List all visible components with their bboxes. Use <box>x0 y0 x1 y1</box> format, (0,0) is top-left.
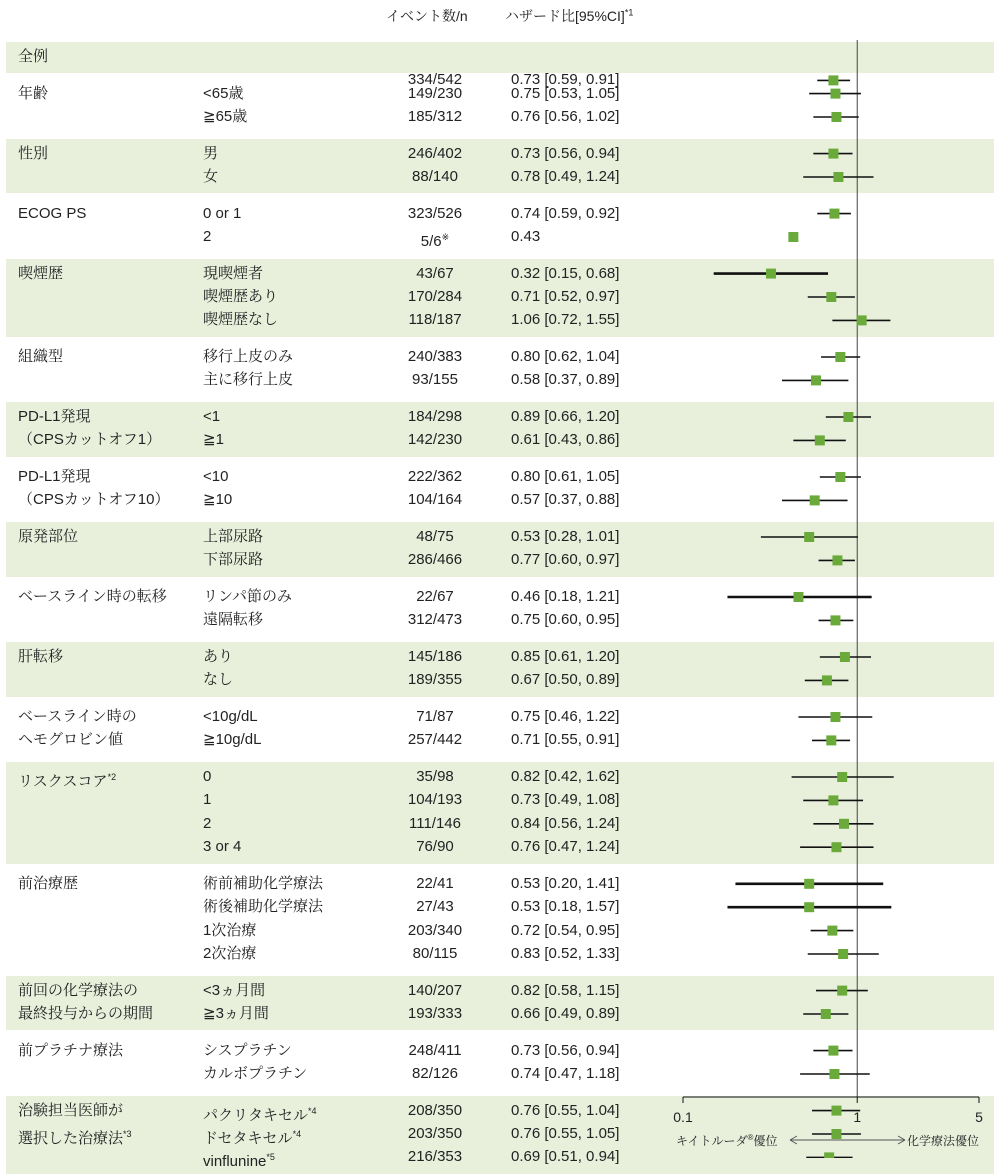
hr-marker <box>766 269 776 279</box>
group-label-text: （CPSカットオフ1） <box>18 431 162 449</box>
event-count-text: 185/312 <box>407 108 463 125</box>
hazard-ratio-value: 0.67 [0.50, 0.89] <box>511 671 620 689</box>
hazard-ratio-value: 0.75 [0.60, 0.95] <box>511 611 620 629</box>
event-count-text: 111/146 <box>409 814 461 832</box>
subgroup-label-text: 1 <box>203 791 212 809</box>
hr-marker <box>837 986 847 996</box>
hazard-ratio-value: 0.73 [0.56, 0.94] <box>511 1041 620 1059</box>
hr-marker <box>827 926 837 936</box>
hazard-ratio-value: 0.53 [0.18, 1.57] <box>511 898 620 916</box>
group-label-text: 前治療歴 <box>18 874 79 892</box>
event-count-text: 323/526 <box>407 204 463 222</box>
subgroup-label-note: *4 <box>308 1105 317 1116</box>
hazard-ratio-value: 0.80 [0.61, 1.05] <box>511 468 620 485</box>
hazard-ratio-value: 0.58 [0.37, 0.89] <box>511 371 620 389</box>
subgroup-label-text: 3 or 4 <box>203 838 242 856</box>
subgroup-label-text: 遠隔転移 <box>203 611 264 629</box>
hazard-ratio-value: 0.71 [0.55, 0.91] <box>511 731 620 749</box>
hazard-ratio-value: 0.71 [0.52, 0.97] <box>511 288 620 305</box>
hr-marker <box>837 772 847 782</box>
hr-marker <box>831 1129 841 1139</box>
hr-marker <box>822 675 832 685</box>
subgroup-label-text: 主に移行上皮 <box>203 371 294 389</box>
event-count-text: 184/298 <box>407 408 463 425</box>
group-label-text: 選択した治療法 <box>18 1130 124 1147</box>
hazard-ratio-value: 0.74 [0.59, 0.92] <box>511 204 620 222</box>
group-label-text: 喫煙歴 <box>18 264 64 282</box>
hr-marker <box>826 735 836 745</box>
events-header: イベント数/n <box>386 8 468 24</box>
event-count-text: 22/67 <box>416 588 454 605</box>
event-count-text: 145/186 <box>407 648 463 665</box>
hazard-ratio-value: 0.76 [0.47, 1.24] <box>511 838 620 856</box>
hazard-ratio-value: 0.73 [0.59, 0.91] <box>511 71 620 89</box>
event-count-text: 149/230 <box>407 84 463 102</box>
hazard-ratio-value: 0.74 [0.47, 1.18] <box>511 1065 620 1082</box>
event-count-text: 76/90 <box>416 838 454 856</box>
subgroup-label-text: 2次治療 <box>203 945 257 962</box>
event-count-text: 240/383 <box>407 348 463 365</box>
event-count-text: 208/350 <box>407 1101 463 1119</box>
hazard-ratio-header: ハザード比$[95\%CI]^{*1}$ <box>505 7 634 24</box>
subgroup-label-text: パクリタキセル <box>203 1106 309 1124</box>
subgroup-label-text: 上部尿路 <box>203 528 264 545</box>
hr-marker <box>857 315 867 325</box>
favors-chemo-label: 化学療法優位 <box>907 1134 980 1148</box>
event-count-text: 222/362 <box>407 468 463 485</box>
hr-marker <box>835 472 845 482</box>
subgroup-label-text: 現喫煙者 <box>203 264 264 282</box>
subgroup-label-text: ≧10 <box>203 491 233 509</box>
hr-marker <box>811 375 821 385</box>
subgroup-label-text: 喫煙歴あり <box>203 288 279 305</box>
group-label-text: 年齢 <box>18 84 49 102</box>
hr-marker <box>828 1046 838 1056</box>
x-tick-label: 1 <box>853 1109 862 1125</box>
group-label-text: PD-L1発現 <box>18 468 91 485</box>
hazard-ratio-value: 0.82 [0.58, 1.15] <box>511 981 620 999</box>
event-count-text: 27/43 <box>416 898 454 916</box>
subgroup-label-text: 女 <box>203 168 219 185</box>
x-tick-label: 5 <box>975 1109 983 1125</box>
hazard-ratio-value: 0.72 [0.54, 0.95] <box>511 921 620 939</box>
event-count-text: 5/6 <box>420 233 442 250</box>
hazard-ratio-value: 0.84 [0.56, 1.24] <box>511 814 620 832</box>
hazard-ratio-value: 0.73 [0.56, 0.94] <box>511 144 620 162</box>
event-count-text: 203/350 <box>407 1125 463 1142</box>
event-count-text: 82/126 <box>412 1065 458 1082</box>
subgroup-label-text: なし <box>203 671 234 689</box>
hazard-ratio-value: 0.89 [0.66, 1.20] <box>511 408 620 425</box>
group-label-text: 性別 <box>18 144 49 162</box>
subgroup-label-text: ドセタキセル <box>203 1130 293 1147</box>
hazard-ratio-value: 0.53 [0.28, 1.01] <box>511 528 620 545</box>
hr-marker <box>832 555 842 565</box>
hr-marker <box>815 435 825 445</box>
group-label-text: ECOG PS <box>18 204 87 222</box>
event-count-text: 248/411 <box>408 1041 462 1059</box>
hr-marker <box>829 1069 839 1079</box>
hazard-ratio-value: 0.76 [0.55, 1.04] <box>511 1101 620 1119</box>
subgroup-label-text: ≧3ヵ月間 <box>203 1005 269 1022</box>
event-count-note: ※ <box>441 232 450 242</box>
group-label-text: リスクスコア <box>18 773 108 790</box>
hazard-ratio-value: 0.76 [0.55, 1.05] <box>511 1125 620 1142</box>
hr-marker <box>835 352 845 362</box>
hazard-ratio-value: 0.80 [0.62, 1.04] <box>511 348 620 365</box>
hazard-ratio-value: 0.73 [0.49, 1.08] <box>511 791 620 809</box>
subgroup-label-note: *5 <box>266 1152 275 1163</box>
subgroup-label-text: カルボプラチン <box>203 1065 308 1082</box>
subgroup-label-text: リンパ節のみ <box>203 588 292 605</box>
subgroup-label-text: ≧65歳 <box>203 108 248 125</box>
group-label-text: ヘモグロビン値 <box>18 731 124 749</box>
hr-marker <box>838 949 848 959</box>
hazard-ratio-value: 0.66 [0.49, 0.89] <box>511 1005 620 1022</box>
hr-marker <box>830 615 840 625</box>
hazard-ratio-value: 0.75 [0.46, 1.22] <box>511 708 620 725</box>
hazard-ratio-value: 0.82 [0.42, 1.62] <box>511 768 620 785</box>
subgroup-label-text: <3ヵ月間 <box>203 981 266 999</box>
subgroup-label-text: シスプラチン <box>203 1041 292 1059</box>
subgroup-label-text: 0 or 1 <box>203 204 242 222</box>
event-count-text: 312/473 <box>407 611 463 629</box>
hazard-ratio-value: 0.53 [0.20, 1.41] <box>511 874 620 892</box>
group-label-text: ベースライン時の <box>18 708 137 725</box>
group-label-text: ベースライン時の転移 <box>18 588 167 605</box>
group-label-text: 前プラチナ療法 <box>18 1041 124 1059</box>
hr-marker <box>804 879 814 889</box>
subgroup-label-text: 0 <box>203 768 212 785</box>
subgroup-label-text: 2 <box>203 228 212 245</box>
favors-keytruda-label: キイトルーダ®優位 <box>676 1133 778 1148</box>
event-count-text: 104/164 <box>407 491 463 509</box>
group-label-text: 全例 <box>18 48 49 65</box>
hr-marker <box>804 532 814 542</box>
event-count-text: 104/193 <box>407 791 463 809</box>
subgroup-label-text: ≧1 <box>203 431 224 449</box>
group-label-text: 原発部位 <box>18 528 79 545</box>
hr-marker <box>828 75 838 85</box>
group-label-text: 治験担当医師が <box>18 1101 124 1119</box>
group-label-text: PD-L1発現 <box>18 408 91 425</box>
subgroup-label-text: 2 <box>203 814 212 832</box>
x-tick-label: 0.1 <box>673 1109 693 1125</box>
event-count-text: 189/355 <box>407 671 463 689</box>
event-count-text: 48/75 <box>416 528 454 545</box>
subgroup-label-text: 1次治療 <box>203 921 257 939</box>
subgroup-label-text: 術前補助化学療法 <box>203 874 324 892</box>
hr-marker <box>828 149 838 159</box>
subgroup-label-text: <10 <box>203 468 229 485</box>
event-count-text: 193/333 <box>407 1005 463 1022</box>
hazard-ratio-value: 0.83 [0.52, 1.33] <box>511 945 620 962</box>
event-count-text: 286/466 <box>407 551 463 569</box>
hr-marker <box>840 652 850 662</box>
event-count-text: 35/98 <box>416 768 454 785</box>
hr-marker <box>829 209 839 219</box>
subgroup-label-note: *4 <box>292 1129 302 1139</box>
subgroup-label-text: 男 <box>203 144 219 162</box>
subgroup-label-text: <1 <box>203 408 221 425</box>
hr-marker <box>839 819 849 829</box>
hr-marker <box>831 842 841 852</box>
event-count-text: 140/207 <box>407 981 463 999</box>
subgroup-label-text: vinflunine <box>203 1153 267 1171</box>
hr-marker <box>831 1106 841 1116</box>
event-count-text: 257/442 <box>407 731 463 749</box>
hazard-ratio-value: 0.43 <box>511 228 541 245</box>
group-label-text: 前回の化学療法の <box>18 981 139 999</box>
hazard-ratio-value: 0.32 [0.15, 0.68] <box>511 264 620 282</box>
group-label-text: （CPSカットオフ10） <box>18 491 170 509</box>
event-count-text: 142/230 <box>407 431 463 449</box>
hazard-ratio-value: 0.85 [0.61, 1.20] <box>511 648 620 665</box>
hr-marker <box>821 1009 831 1019</box>
subgroup-label-text: 下部尿路 <box>203 551 264 569</box>
hr-marker <box>833 172 843 182</box>
event-count-text: 118/187 <box>408 311 462 329</box>
hazard-ratio-value: 1.06 [0.72, 1.55] <box>511 311 620 329</box>
hazard-ratio-value: 0.46 [0.18, 1.21] <box>511 588 620 605</box>
hr-marker <box>830 89 840 99</box>
hazard-ratio-value: 0.78 [0.49, 1.24] <box>511 168 620 185</box>
hr-marker <box>830 712 840 722</box>
group-label-note: *3 <box>123 1129 132 1139</box>
group-label-note: *2 <box>107 772 117 782</box>
group-label-text: 最終投与からの期間 <box>18 1005 154 1022</box>
subgroup-label-text: <65歳 <box>203 84 244 102</box>
hr-marker <box>788 232 798 242</box>
subgroup-label-text: 移行上皮のみ <box>203 348 294 365</box>
group-label-text: 肝転移 <box>18 648 64 665</box>
hr-marker <box>831 112 841 122</box>
hr-marker <box>793 592 803 602</box>
hazard-ratio-value: 0.76 [0.56, 1.02] <box>511 108 620 125</box>
group-label-text: 組織型 <box>18 348 64 365</box>
event-count-text: 93/155 <box>412 371 458 389</box>
hr-marker <box>826 292 836 302</box>
event-count-text: 203/340 <box>407 921 463 939</box>
hr-marker <box>804 902 814 912</box>
event-count-text: 246/402 <box>407 144 463 162</box>
event-count-text: 216/353 <box>407 1148 463 1166</box>
hr-marker <box>810 495 820 505</box>
subgroup-label-text: あり <box>203 648 234 665</box>
hazard-ratio-value: 0.57 [0.37, 0.88] <box>511 491 620 509</box>
event-count-text: 43/67 <box>416 264 454 282</box>
subgroup-label-text: 喫煙歴なし <box>203 311 279 329</box>
subgroup-label-text: 術後補助化学療法 <box>203 898 324 916</box>
hr-marker <box>843 412 853 422</box>
hazard-ratio-value: 0.61 [0.43, 0.86] <box>511 431 620 449</box>
event-count-text: 170/284 <box>407 288 463 305</box>
hazard-ratio-value: 0.75 [0.53, 1.05] <box>511 84 620 102</box>
event-count-text: 88/140 <box>412 168 458 185</box>
hr-marker <box>828 795 838 805</box>
subgroup-label-text: <10g/dL <box>203 708 258 725</box>
event-count-text: 22/41 <box>416 874 454 892</box>
event-count-text: 71/87 <box>416 708 454 725</box>
hazard-ratio-value: 0.69 [0.51, 0.94] <box>511 1148 620 1166</box>
hazard-ratio-value: 0.77 [0.60, 0.97] <box>511 551 620 569</box>
hr-marker <box>824 1152 834 1158</box>
event-count-text: 80/115 <box>412 945 458 962</box>
event-count-text: 334/542 <box>407 71 463 89</box>
subgroup-label-text: ≧10g/dL <box>203 731 262 749</box>
